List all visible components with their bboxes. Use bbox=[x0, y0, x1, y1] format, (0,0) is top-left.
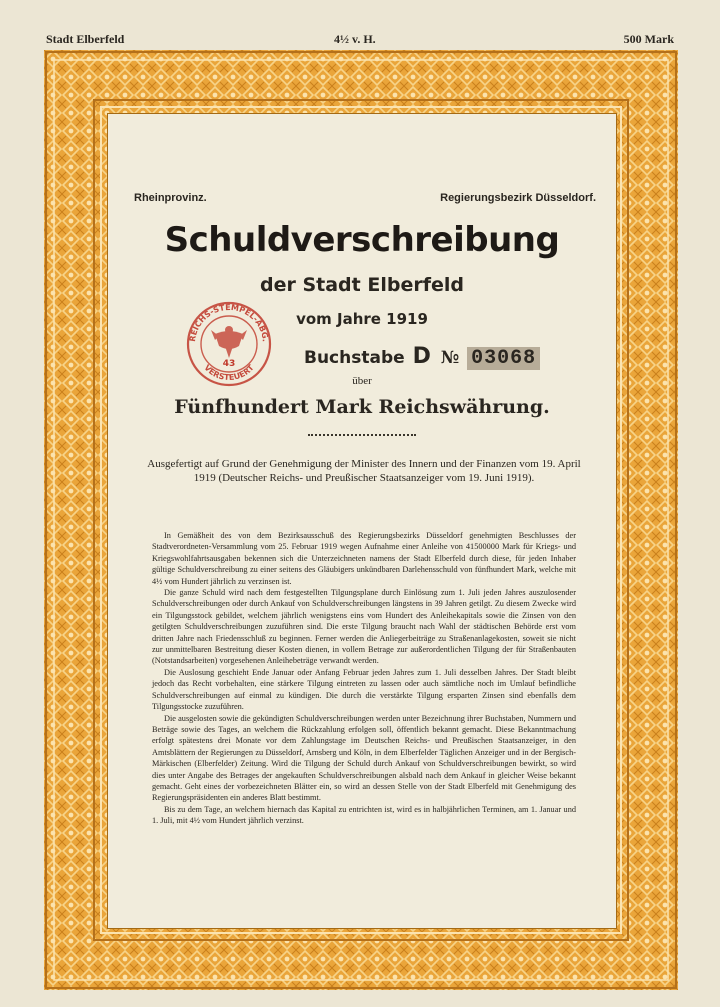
eagle-emblem-icon bbox=[211, 326, 247, 358]
series-letter: D bbox=[412, 344, 431, 369]
issuer-line: der Stadt Elberfeld bbox=[260, 274, 464, 296]
terms-paragraph: Die ganze Schuld wird nach dem festgestellten Tilgungsplane durch Einlösung zum 1. Juli jeden Jahres auszulosender Schuldverschreibungen oder durch Ankauf von Schuldverschreibungen längstens in 39 Jahren getilgt. Zu diesem Zwecke wird ein Tilgungsstock gebildet, welchem jährlich wenigstens eins vom Hundert des Anleihekapitals sowie die Zinsen von den getilgten Schuldverschreibungen zuzuführen sind. Die erste Tilgung braucht nach Wahl der städtischen Behörde erst vom dritten Jahre nach Friedensschluß zu beginnen. Ferner werden die Anliegerbeiträge zu Straßenanlagekosten, soweit sie nicht zur unmittelbaren Bestreitung dieser Kosten dienen, in vollem Betrage zur außerordentlichen Tilgung der für Straßenbauten (Notstandsarbeiten) vorgesehenen Anleihebeträge verwandt werden. bbox=[152, 588, 576, 666]
divider bbox=[308, 434, 416, 436]
tax-stamp-seal bbox=[185, 300, 273, 388]
stamp-number: 43 bbox=[222, 359, 236, 369]
top-bar-city: Stadt Elberfeld bbox=[46, 32, 125, 46]
terms-paragraph: Die ausgelosten sowie die gekündigten Schuldverschreibungen werden unter Bezeichnung ihrer Buchstaben, Nummern und Beträge sowie des Tages, an welchem die Rückzahlung erfolgen soll, öffentlich bekannt gemacht. Diese Bekanntmachung erfolgt spätestens drei Monate vor dem Zahlungstage im Deutschen Reichs- und Preußischen Staatsanzeiger, in den Amtsblättern der Regierungen zu Düsseldorf, Arnsberg und Köln, in dem Elberfelder Täglichen Anzeiger und in der Bergisch-Märkischen (Elberfelder) Zeitung. Wird die Tilgung der Schuld durch Ankauf von Schuldverschreibungen bewirkt, so wird dies unter Angabe des Betrages der angekauften Schuldverschreibungen alsbald nach dem Ankauf in gleicher Weise bekannt gemacht. Geht eines der vorbezeichneten Blätter ein, so wird an dessen Stelle von der Stadt Elberfeld mit Genehmigung des Regierungspräsidenten ein anderes Blatt bestimmt. bbox=[152, 713, 576, 803]
terms-body bbox=[152, 530, 576, 827]
terms-paragraph: In Gemäßheit des von dem Bezirksausschuß des Regierungsbezirks Düsseldorf genehmigten Beschlusses der Stadtverordneten-Versammlung vom 25. Februar 1919 wegen Aufnahme einer Anleihe von 41500000 Mark für Kriegs- und Kriegswohlfahrtsausgaben bekennen sich die Unterzeichneten namens der Stadt Elberfeld durch diese, für jeden Inhaber gültige Schuldverschreibung zu einer seitens des Gläubigers unkündbaren Darlehensschuld von fünfhundert Mark, welche mit 4½ vom Hundert jährlich zu verzinsen ist. bbox=[152, 531, 576, 586]
year-line: vom Jahre 1919 bbox=[296, 310, 428, 328]
terms-paragraph: Bis zu dem Tage, an welchem hiernach das Kapital zu entrichten ist, wird es in halbjährlichen Terminen, am 1. Januar und 1. Juli, mit 4½ vom Hundert jährlich verzinst. bbox=[152, 804, 576, 826]
terms-paragraph: Die Auslosung geschieht Ende Januar oder Anfang Februar jeden Jahres zum 1. Juli desselben Jahres. Der Stadt bleibt jedoch das Recht vorbehalten, eine stärkere Tilgung eintreten zu lassen oder auch sämtliche noch im Umlauf befindliche Schuldverschreibungen auf einmal zu kündigen. Die durch die verstärkte Tilgung ersparten Zinsen sind ebenfalls dem Tilgungsstocke zuzuführen. bbox=[152, 667, 576, 712]
ornamental-border bbox=[44, 50, 678, 990]
province-label: Rheinprovinz. bbox=[134, 192, 207, 204]
stamp-bottom-text: VERSTEUERT bbox=[202, 363, 256, 383]
document-title: Schuldverschreibung bbox=[164, 220, 560, 260]
ueber-label: über bbox=[352, 375, 372, 387]
amount-line: Fünfhundert Mark Reichswährung. bbox=[174, 396, 550, 418]
serial-line bbox=[304, 344, 540, 370]
top-bar bbox=[46, 32, 674, 48]
top-bar-denomination: 500 Mark bbox=[623, 32, 674, 46]
top-bar-rate: 4½ v. H. bbox=[334, 32, 376, 46]
letter-label: Buchstabe bbox=[304, 348, 405, 368]
authorization-text: Ausgefertigt auf Grund der Genehmigung der Minister des Innern und der Finanzen vom 19. April 1919 (Deutscher Reichs- und Preußischer Staatsanzeiger vom 19. Juni 1919). bbox=[147, 458, 581, 484]
stamp-top-text: REICHS-STEMPEL-ABG. bbox=[187, 302, 270, 343]
serial-number: 03068 bbox=[467, 347, 540, 370]
document-panel bbox=[107, 113, 617, 929]
header-row bbox=[122, 192, 602, 208]
district-label: Regierungsbezirk Düsseldorf. bbox=[440, 192, 596, 204]
number-sign: № bbox=[440, 348, 460, 368]
